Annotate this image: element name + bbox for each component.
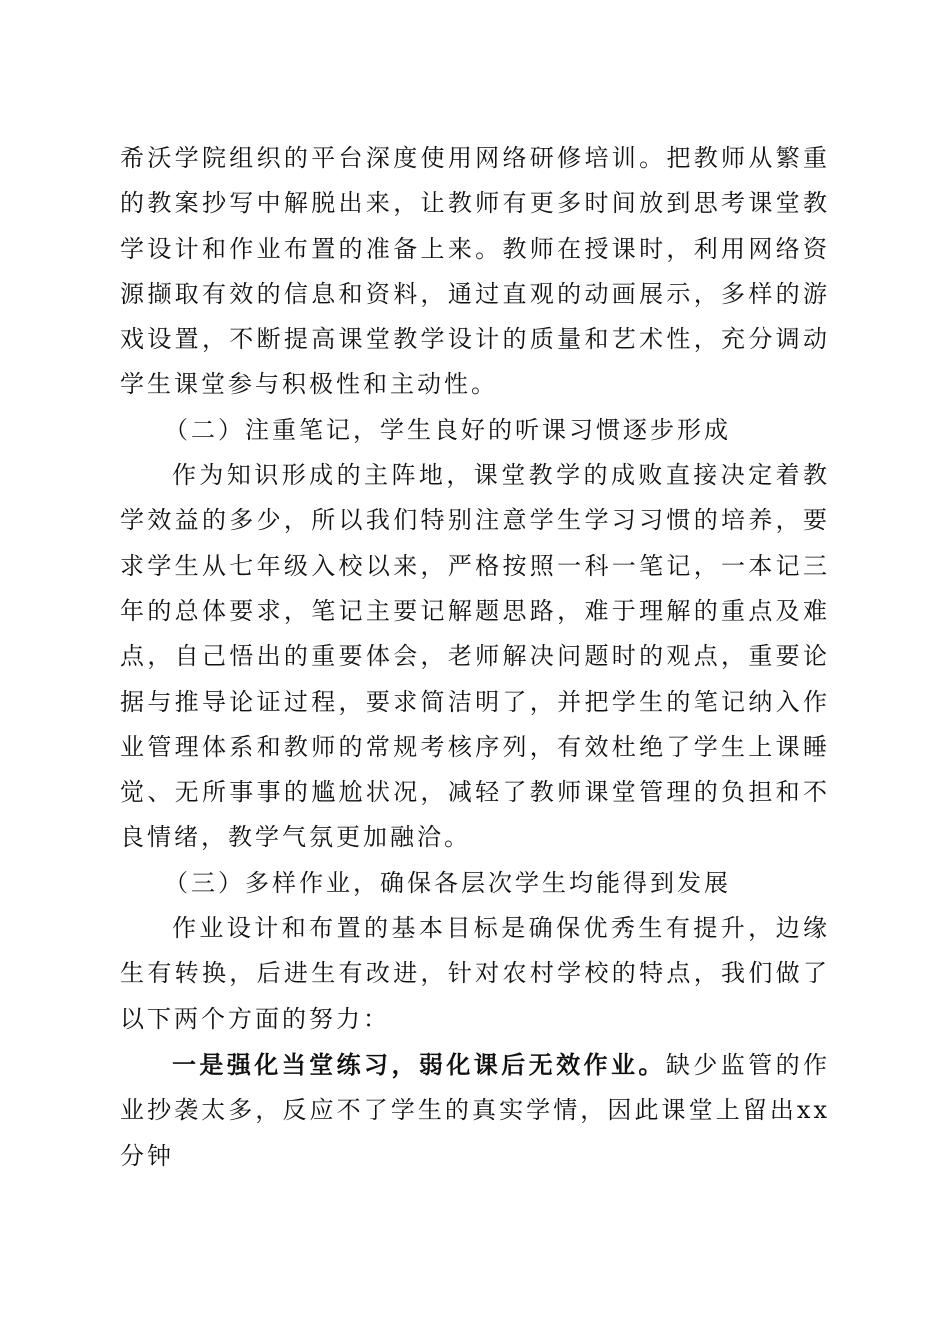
paragraph-lead-bold: 一是强化当堂练习，弱化课后无效作业。 [172, 1049, 666, 1079]
section-heading-2: （二）注重笔记，学生良好的听课习惯逐步形成 [164, 415, 731, 444]
document-body [120, 136, 830, 1179]
paragraph-homework-goals: 作业设计和布置的基本目标是确保优秀生有提升，边缘生有转换，后进生有改进，针对农村学校的特点，我们做了以下两个方面的努力： [120, 914, 830, 1033]
paragraph-continuation: 希沃学院组织的平台深度使用网络研修培训。把教师从繁重的教案抄写中解脱出来，让教师有更多时间放到思考课堂教学设计和作业布置的准备上来。教师在授课时，利用网络资源撷取有效的信息和资料，通过直观的动画展示，多样的游戏设置，不断提高课堂教学设计的质量和艺术性，充分调动学生课堂参与积极性和主动性。 [120, 144, 830, 399]
paragraph-practice [120, 1042, 830, 1179]
paragraph-notes: 作为知识形成的主阵地，课堂教学的成败直接决定着教学效益的多少，所以我们特别注意学生学习习惯的培养，要求学生从七年级入校以来，严格按照一科一笔记，一本记三年的总体要求，笔记主要记解题思路，难于理解的重点及难点，自己悟出的重要体会，老师解决问题时的观点，重要论据与推导论证过程，要求简洁明了，并把学生的笔记纳入作业管理体系和教师的常规考核序列，有效杜绝了学生上课睡觉、无所事事的尴尬状况，减轻了教师课堂管理的负担和不良情绪，教学气氛更加融洽。 [120, 461, 830, 852]
paragraph-practice-body: 缺少监管的作业抄袭太多，反应不了学生的真实学情，因此课堂上留出xx分钟 [120, 1050, 831, 1170]
section-heading-3: （三）多样作业，确保各层次学生均能得到发展 [164, 868, 731, 897]
